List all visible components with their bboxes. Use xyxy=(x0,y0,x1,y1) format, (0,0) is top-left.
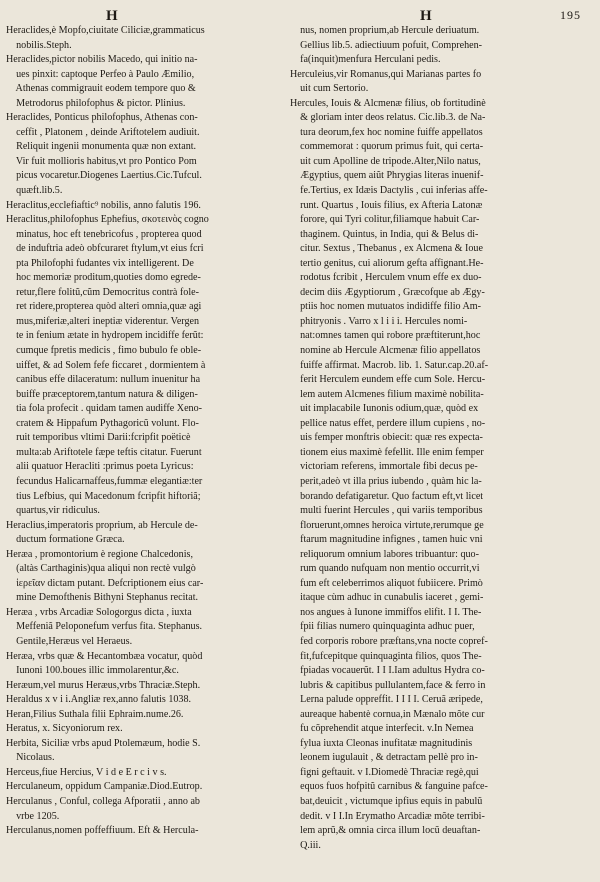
text-line: multa:ab Ariftotele fæpe teftis citatur. Fuerunt xyxy=(6,446,202,458)
text-line: tertio genitus, cui aliorum gefta affignant.He- xyxy=(290,257,484,269)
text-line: Heraclitus,philofophus Ephefius, σκοτεινὸς cogno xyxy=(6,214,209,226)
text-line: figni geftauit. v I.Diomedè Thraciæ regè,qui xyxy=(290,766,479,778)
text-line: floruerunt,omnes heroica virtute,rerumque ge xyxy=(290,519,484,531)
text-line: Q.iii. xyxy=(290,839,321,851)
text-line: dedit. v I I.In Erymatho Arcadiæ mõte terribi- xyxy=(290,810,485,822)
text-line: ptiis hoc nomen mutuatos indidiffe filio Am- xyxy=(290,301,482,313)
page-number: 195 xyxy=(560,8,581,22)
text-line: mine Demofthenis Bithyni Stephanus recitat. xyxy=(6,592,199,604)
text-line: quæft.lib.5. xyxy=(6,185,63,197)
text-line: reliquorum omnium labores tribuantur: quo- xyxy=(290,548,479,560)
text-line: tia fola profecit . quidam tamen audiffe Xeno- xyxy=(6,403,203,415)
left-text-column xyxy=(6,24,302,839)
text-line: Reliquit ingenii monumenta quæ non extant. xyxy=(6,141,197,153)
text-line: ruit temporibus vltimi Darii:fcripfit poëticè xyxy=(6,432,191,444)
text-line: ferit Herculem eundem effe cum Sole. Hercu- xyxy=(290,374,486,386)
text-line: Iunoni 100.boues illic immolarentur,&c. xyxy=(6,665,179,677)
text-line: Heraclitus,ecclefiaftic⁹ nobilis, anno falutis 196. xyxy=(6,199,201,211)
text-line: ductum formatione Græca. xyxy=(6,534,125,546)
text-line: uit implacabile Iunonis odium,quæ, quòd ex xyxy=(290,403,479,415)
text-line: fu cõprehendit atque interfecit. v.In Nemea xyxy=(290,723,474,735)
text-line: Heræa, vrbs quæ & Hecantombæa vocatur, quòd xyxy=(6,650,203,662)
text-line: pellice natus effet, perdere illum cupiens , no- xyxy=(290,417,486,429)
text-line: nomine ab Hercule Alcmenæ filio appellatos xyxy=(290,345,481,357)
text-line: thaginem. Quintus, in India, qui & Belus di- xyxy=(290,228,479,240)
text-line: lem aprũ,& omnia circa illum locũ deuaftan- xyxy=(290,825,481,837)
text-line: Ægyptius, quem aiũt Phrygias literas inuenif- xyxy=(290,170,484,182)
text-line: Hercules, Iouis & Alcmenæ filius, ob fortitudinè xyxy=(290,97,486,109)
text-line: ἱερεῖαν dictam putant. Defcriptionem eius car- xyxy=(6,577,204,589)
text-line: te in fenium ætate in hydropem incidiffe ferũt: xyxy=(6,330,204,342)
text-line: Heræa , vrbs Arcadiæ Sologorgus dicta , iuxta xyxy=(6,606,192,618)
text-line: Herculanus , Conful, collega Afporatii , anno ab xyxy=(6,795,200,807)
text-line: pta Philofophi fudantes vix intelligerent. De xyxy=(6,257,194,269)
text-line: Heran,Filius Suthala filii Ephraim.nume.26. xyxy=(6,708,184,720)
text-line: Gellius lib.5. adiectiuum pofuit, Comprehen- xyxy=(290,39,483,51)
text-line: canibus effe dilaceratum: nullum inuenitur ha xyxy=(6,374,201,386)
text-line: Heraldus x v i i.Angliæ rex,anno falutis 1038. xyxy=(6,694,192,706)
text-line: nus, nomen proprium,ab Hercule deriuatum. xyxy=(290,25,480,36)
text-line: mus,miferiæ,alteri ineptiæ viderentur. Vergen xyxy=(6,315,200,327)
text-line: leonem iugulauit , & detractam pellè pro in- xyxy=(290,752,478,764)
text-line: cratem & Hippafum Pythagoricũ volunt. Flo- xyxy=(6,417,199,429)
text-line: uis femper monftris obiecit: quæ res expecta- xyxy=(290,432,483,444)
running-head-center: H xyxy=(420,8,433,24)
text-line: bat,deuicit , victumque ipfius equis in pabulũ xyxy=(290,795,483,807)
text-line: nobilis.Steph. xyxy=(6,39,72,51)
text-line: uit cum Sertorio. xyxy=(290,83,369,95)
text-line: minatus, hoc eft tenebricofus , propterea quod xyxy=(6,228,202,240)
text-line: Herculeius,vir Romanus,qui Marianas partes fo xyxy=(290,68,482,80)
text-line: Gentile,Heræus vel Heraeus. xyxy=(6,635,133,647)
text-line: fpii filias numero quinquaginta adhuc puer, xyxy=(290,621,475,633)
text-line: victoriam referens, immortale fibi decus pe- xyxy=(290,461,478,473)
text-line: Herbita, Siciliæ vrbs apud Ptolemæum, hodie S. xyxy=(6,737,201,749)
text-line: tionem eius maximè fefellit. Ille enim femper xyxy=(290,446,484,458)
text-line: fpiadas vocauerũt. I I I.Iam adultus Hydra co- xyxy=(290,665,485,677)
text-line: cumque fpretis medicis , fimo bubulo fe oble- xyxy=(6,345,202,357)
text-line: rum quando nufquam non mentio occurrit,vi xyxy=(290,563,480,575)
text-line: Heraclides,è Mopfo,ciuitate Ciliciæ,grammaticus xyxy=(6,25,205,36)
text-line: Herculanus,nomen poffeffiuum. Eft & Hercula- xyxy=(6,825,199,837)
text-line: Meffeniã Peloponefum verfus fita. Stephanus. xyxy=(6,621,203,633)
text-line: fe.Tertius, ex Idæis Dactylis , cui inferias affe- xyxy=(290,185,488,197)
text-line: Herculaneum, oppidum Campaniæ.Diod.Eutrop. xyxy=(6,781,203,793)
text-line: ftarum magnitudine infignes , tamen huic vni xyxy=(290,534,483,546)
right-text-column xyxy=(290,24,590,853)
text-line: Herceus,fiue Hercius, V i d e E r c i v s. xyxy=(6,766,167,778)
text-line: Lerna palude oppreffit. I I I I. Ceruã æripede, xyxy=(290,694,483,706)
text-line: aureaque habentè cornua,in Mænalo mõte cur xyxy=(290,708,485,720)
text-line: phitryonis . Varro x l i i i. Hercules nomi- xyxy=(290,315,468,327)
text-line: borando defatigaretur. Quo factum eft,vt licet xyxy=(290,490,484,502)
text-line: commemorat : quorum primus fuit, qui certa- xyxy=(290,141,484,153)
text-line: Nicolaus. xyxy=(6,752,55,764)
text-line: ceffit , Platonem , deinde Ariftotelem audiuit. xyxy=(6,126,200,138)
text-line: Vir fuit mollioris habitus,vt pro Pontico Pom xyxy=(6,155,197,167)
text-line: fa(inquit)menfura Herculani pedis. xyxy=(290,54,441,66)
text-line: picus vocaretur.Diogenes Laertius.Cic.Tufcul. xyxy=(6,170,202,182)
text-line: fecundus Halicarnaffeus,fummæ elegantiæ:ter xyxy=(6,475,203,487)
text-line: hoc memoriæ proditum,quoties domo egrede- xyxy=(6,272,201,284)
text-line: ues pinxit: captoque Perfeo à Paulo Æmilio, xyxy=(6,68,195,80)
text-line: runt. Quartus , Iouis filius, ex Afteria Latonæ xyxy=(290,199,483,211)
text-line: alii quatuor Heracliti :primus poeta Lyricus: xyxy=(6,461,194,473)
text-line: fuiffe affirmat. Macrob. lib. 1. Satur.cap.20.af- xyxy=(290,359,489,371)
text-line: Heræum,vel murus Heræus,vrbs Thraciæ.Steph. xyxy=(6,679,201,691)
text-line: decim diis Ægyptiorum , Græcofque ab Ægy- xyxy=(290,286,485,298)
text-line: multi fuerint Hercules , qui variis temporibus xyxy=(290,505,483,517)
text-line: & gloriam inter deos relatus. Cic.lib.3. de Na- xyxy=(290,112,486,124)
text-line: lem autem Alcmenes filium maximè nobilita- xyxy=(290,388,484,400)
text-line: equos fuos hofpitũ carnibus & fanguine pafce- xyxy=(290,781,488,793)
text-line: itaque cùm adhuc in cunabulis iaceret , gemi- xyxy=(290,592,484,604)
text-line: fed corporis robore præftans,vna nocte copref- xyxy=(290,635,488,647)
text-line: Athenas commigrauit eodem tempore quo & xyxy=(6,83,196,95)
text-line: Heratus, x. Sicyoniorum rex. xyxy=(6,723,123,735)
text-line: Heraclides,pictor nobilis Macedo, qui initio na- xyxy=(6,54,198,66)
text-line: quartus,vir ridiculus. xyxy=(6,505,100,517)
text-line: fum eft celeberrimos aliquot fubiicere. Primò xyxy=(290,577,483,589)
text-line: buiffe præceptorem,tantum natura & diligen- xyxy=(6,388,198,400)
text-line: Heraclides, Ponticus philofophus, Athenas con- xyxy=(6,112,198,124)
text-line: tius Lefbius, qui Macedonum fcripfit hiftoriã; xyxy=(6,490,201,502)
text-line: retur,flere folitũ,cũm Democritus contrà fole- xyxy=(6,286,199,298)
text-line: Metrodorus philofophus & pictor. Plinius. xyxy=(6,97,186,109)
text-line: fylua iuxta Cleonas inufitatæ magnitudinis xyxy=(290,737,473,749)
text-line: rodotus fcribit , Herculem vnum effe ex duo- xyxy=(290,272,482,284)
text-line: de induftria adeò obfcuraret ftylum,vt eius fcri xyxy=(6,243,204,255)
text-line: ret ridere,propterea quòd alteri omnia,quæ agi xyxy=(6,301,202,313)
text-line: uiffet, & ad Solem fefe ficcaret , dormientem à xyxy=(6,359,206,371)
text-line: tura deorum,fex hoc nomine fuiffe appellatos xyxy=(290,126,483,138)
text-line: perit,adeò vt illa prius iubendo , quàm hic la- xyxy=(290,475,482,487)
text-line: uit cum Apolline de tripode.Alter,Nilo natus, xyxy=(290,155,481,167)
text-line: nos angues à Iunone immiffos elifit. I I. The- xyxy=(290,606,482,618)
text-line: (altàs Carthaginis)qua aliqui non rectè vulgò xyxy=(6,563,196,575)
text-line: vrbe 1205. xyxy=(6,810,60,822)
text-line: fit,fufcepitque quinquaginta filios, quos The- xyxy=(290,650,482,662)
text-line: Heræa , promontorium è regione Chalcedonis, xyxy=(6,548,193,560)
text-line: Heraclius,imperatoris proprium, ab Hercule de- xyxy=(6,519,198,531)
running-head-left: H xyxy=(106,8,119,24)
text-line: citur. Sextus , Thebanus , ex Alcmena & Ioue xyxy=(290,243,483,255)
text-line: forore, qui Tyri colitur,filiamque habuit Car- xyxy=(290,214,480,226)
text-line: nat:omnes tamen qui robore præftiterunt,hoc xyxy=(290,330,481,342)
text-line: lubris & capitibus pullulantem,face & ferro in xyxy=(290,679,486,691)
